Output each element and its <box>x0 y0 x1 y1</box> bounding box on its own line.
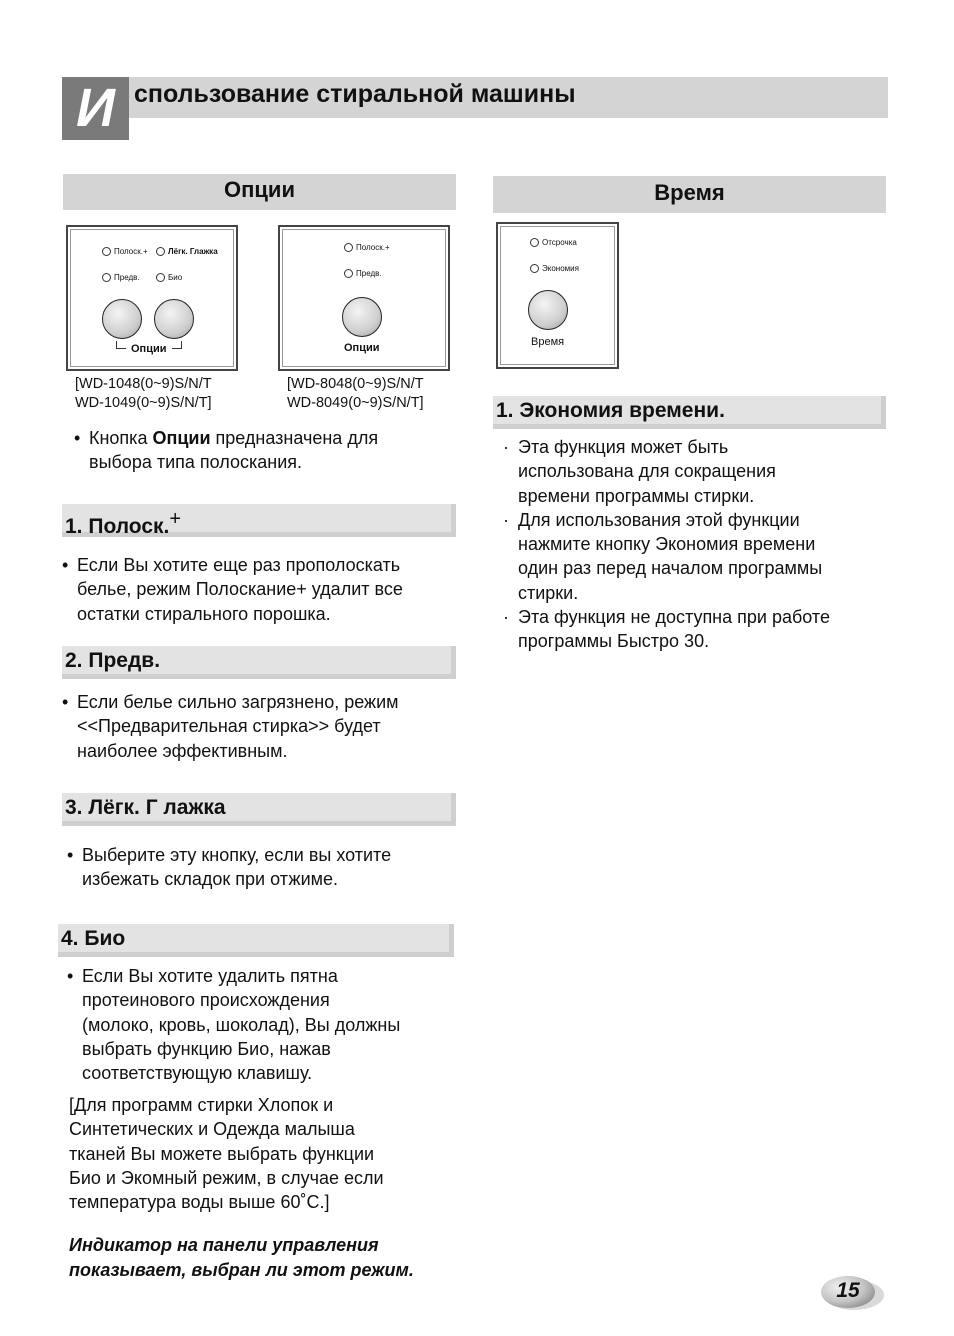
model-label-1: [WD-1048(0~9)S/N/T WD-1049(0~9)S/N/T] <box>75 376 212 411</box>
bracket-left <box>116 341 126 349</box>
easy-iron-text: • Выберите эту кнопку, если вы хотите избежать складок при отжиме. <box>67 845 392 890</box>
prewash-text: • Если белье сильно загрязнено, режим <<Предварительная стирка>> будет наиболее эффективным. <box>62 692 399 761</box>
led-label: Полоск.+ <box>114 247 148 256</box>
model-label-2: [WD-8048(0~9)S/N/T WD-8049(0~9)S/N/T] <box>287 376 424 411</box>
led-indicator <box>156 247 165 256</box>
led-label: Предв. <box>356 269 382 278</box>
led-indicator <box>102 273 111 282</box>
rinse-plus-text: • Если Вы хотите еще раз прополоскать белье, режим Полоскание+ удалит все остатки стирального порошка. <box>62 555 403 624</box>
options-button-knob[interactable] <box>342 297 382 337</box>
led-label: Экономия <box>542 264 579 273</box>
options-section-title: Опции <box>63 174 456 210</box>
led-indicator <box>156 273 165 282</box>
header-initial: И <box>62 77 129 140</box>
button-label: Опции <box>131 343 167 355</box>
led-indicator <box>102 247 111 256</box>
page-title: спользование стиральной машины <box>134 80 576 108</box>
heading-bio: 4. Био <box>58 924 454 957</box>
options-panel-1 <box>66 225 238 371</box>
time-save-text: · Эта функция может быть использована для сокращения времени программы стирки. · Для использования этой функции нажмите кнопку Экономия времени один раз перед началом программы стирки. · Эта функция не доступна при работе программы Быстро 30. <box>503 437 830 652</box>
button-label: Опции <box>344 342 380 354</box>
page-number-badge: 15 <box>820 1273 884 1313</box>
led-label: Био <box>168 273 183 282</box>
time-button-knob[interactable] <box>528 290 568 330</box>
heading-prewash: 2. Предв. <box>62 646 456 679</box>
led-indicator <box>344 269 353 278</box>
led-indicator <box>530 238 539 247</box>
indicator-note: Индикатор на панели управления показывает, выбран ли этот режим. <box>69 1235 414 1280</box>
led-indicator <box>530 264 539 273</box>
options-panel-2 <box>278 225 450 371</box>
led-label: Полоск.+ <box>356 243 390 252</box>
led-label: Предв. <box>114 273 140 282</box>
led-label: Лёгк. Глажка <box>168 247 218 256</box>
bio-text: • Если Вы хотите удалить пятна протеинового происхождения (молоко, кровь, шоколад), Вы должны выбрать функцию Био, нажав соответствующую клавишу. <box>67 966 401 1084</box>
led-label: Отсрочка <box>542 238 577 247</box>
bio-note: [Для программ стирки Хлопок и Синтетических и Одежда малыша тканей Вы можете выбрать функции Био и Экомный режим, в случае если температура воды выше 60˚C.] <box>69 1095 384 1213</box>
time-section-title: Время <box>493 176 886 213</box>
options-intro: • Кнопка Опции предназначена для выбора типа полоскания. <box>74 428 379 473</box>
button-label: Время <box>531 336 565 348</box>
led-indicator <box>344 243 353 252</box>
bracket-right <box>172 341 182 349</box>
time-panel <box>496 222 619 369</box>
options-button-knob[interactable] <box>102 299 142 339</box>
options-button-knob[interactable] <box>154 299 194 339</box>
heading-time-save: 1. Экономия времени. <box>493 396 886 429</box>
heading-rinse-plus: 1. Полоск.+ <box>62 504 456 537</box>
heading-easy-iron: 3. Лёгк. Г лажка <box>62 793 456 826</box>
